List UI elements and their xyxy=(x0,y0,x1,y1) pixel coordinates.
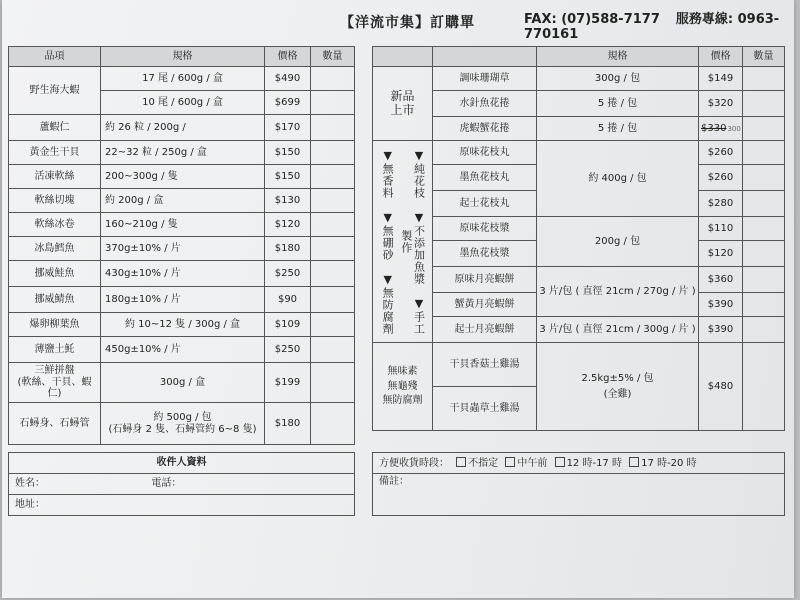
qty-input[interactable] xyxy=(311,189,355,213)
item-price: $120 xyxy=(265,213,311,237)
item-price: $490 xyxy=(265,67,311,91)
new-arrival-line2: 上市 xyxy=(390,102,415,117)
col-header-item xyxy=(433,47,537,67)
item-name: 起士月亮蝦餅 xyxy=(433,317,537,343)
hotline-number: 服務專線: 0963-770161 xyxy=(524,12,780,42)
item-spec: 370g±10% / 片 xyxy=(101,237,265,261)
table-row xyxy=(373,91,785,117)
item-spec-note: (石蟳身 2 隻、石蟳管約 6~8 隻) xyxy=(108,423,257,435)
item-name: 薄鹽土魠 xyxy=(9,337,101,363)
item-price: $699 xyxy=(265,91,311,115)
qty-input[interactable] xyxy=(311,115,355,141)
table-row xyxy=(9,313,355,337)
table-row xyxy=(9,261,355,287)
new-arrival-line1: 新品 xyxy=(390,88,415,103)
item-spec: 180g±10% / 片 xyxy=(101,287,265,313)
item-price: $120 xyxy=(699,241,743,267)
crossed-price: $330 xyxy=(701,122,727,134)
delivery-option-checkbox[interactable] xyxy=(555,457,565,467)
delivery-option-label: 12 時-17 時 xyxy=(566,457,622,469)
table-row xyxy=(373,117,785,141)
item-price: $109 xyxy=(265,313,311,337)
item-spec: 約 10~12 隻 / 300g / 盒 xyxy=(101,313,265,337)
table-row xyxy=(9,213,355,237)
item-spec: 約 26 粒 / 200g / xyxy=(101,115,265,141)
item-price: $260 xyxy=(699,165,743,191)
item-price: $390 xyxy=(699,317,743,343)
item-spec: 5 捲 / 包 xyxy=(537,91,699,117)
item-name: 原味花枝漿 xyxy=(433,217,537,241)
item-spec: 5 捲 / 包 xyxy=(537,117,699,141)
col-header-side xyxy=(373,47,433,67)
item-price: $180 xyxy=(265,403,311,445)
item-name: 軟絲切塊 xyxy=(9,189,101,213)
item-name-line: 三鮮拼盤 xyxy=(34,365,75,377)
item-name: 爆卵柳葉魚 xyxy=(9,313,101,337)
remark-label: 備註： xyxy=(379,476,409,487)
spacer xyxy=(355,453,373,516)
qty-input[interactable] xyxy=(311,313,355,337)
qty-input[interactable] xyxy=(743,267,785,293)
qty-input[interactable] xyxy=(311,287,355,313)
qty-input[interactable] xyxy=(743,165,785,191)
qty-input[interactable] xyxy=(311,237,355,261)
qty-input[interactable] xyxy=(311,67,355,91)
item-spec: 約 400g / 包 xyxy=(537,141,699,217)
item-price: $150 xyxy=(265,165,311,189)
feature-col2: ▼無香料 ▼無硼砂 ▼無防腐劑 xyxy=(381,148,395,335)
item-spec-line: 約 500g / 包 xyxy=(153,412,212,423)
table-row xyxy=(9,403,355,445)
col-header-spec: 規格 xyxy=(101,47,265,67)
table-row xyxy=(373,317,785,343)
item-price: $320 xyxy=(699,91,743,117)
item-name: 原味月亮蝦餅 xyxy=(433,267,537,293)
delivery-option-checkbox[interactable] xyxy=(456,457,466,467)
item-spec: 300g / 包 xyxy=(537,67,699,91)
item-spec: 430g±10% / 片 xyxy=(101,261,265,287)
recipient-title: 收件人資料 xyxy=(9,453,355,474)
item-price: $199 xyxy=(265,363,311,403)
item-spec: 200~300g / 隻 xyxy=(101,165,265,189)
item-spec xyxy=(537,343,699,431)
item-name: 黃金生干貝 xyxy=(9,141,101,165)
item-price: $260 xyxy=(699,141,743,165)
delivery-option-label: 17 時-20 時 xyxy=(641,457,697,469)
form-title: 【洋流市集】訂購單 xyxy=(340,15,475,31)
item-spec-note: (全雞) xyxy=(603,388,632,400)
qty-input[interactable] xyxy=(743,141,785,165)
table-row xyxy=(9,337,355,363)
item-spec: 22~32 粒 / 250g / 盒 xyxy=(101,141,265,165)
item-price: $280 xyxy=(699,191,743,217)
table-row xyxy=(9,287,355,313)
item-name: 挪威鮭魚 xyxy=(9,261,101,287)
delivery-option-label: 中午前 xyxy=(517,457,548,469)
left-product-table xyxy=(8,46,355,445)
item-price: $90 xyxy=(265,287,311,313)
item-name: 干貝香菇土雞湯 xyxy=(433,343,537,387)
item-price: $130 xyxy=(265,189,311,213)
item-name: 蘆蝦仁 xyxy=(9,115,101,141)
additive-line: 無味素 xyxy=(387,366,418,378)
table-row xyxy=(373,67,785,91)
delivery-option-checkbox[interactable] xyxy=(629,457,639,467)
fax-number: FAX: (07)588-7177 xyxy=(524,12,660,27)
item-spec: 約 200g / 盒 xyxy=(101,189,265,213)
right-product-table xyxy=(372,46,785,431)
col-header-qty: 數量 xyxy=(743,47,785,67)
item-price: $180 xyxy=(265,237,311,261)
table-row xyxy=(9,237,355,261)
recipient-info-table xyxy=(8,452,785,516)
item-price: $170 xyxy=(265,115,311,141)
remark-cell[interactable] xyxy=(373,474,785,516)
table-row xyxy=(9,165,355,189)
item-name: 軟絲冰卷 xyxy=(9,213,101,237)
additive-line: 無龜殘 xyxy=(387,380,418,392)
qty-input[interactable] xyxy=(311,213,355,237)
additive-free-label xyxy=(373,343,433,431)
item-price: $110 xyxy=(699,217,743,241)
item-name: 原味花枝丸 xyxy=(433,141,537,165)
new-arrival-label xyxy=(373,67,433,141)
item-price: $250 xyxy=(265,337,311,363)
table-row xyxy=(373,267,785,293)
table-row xyxy=(373,343,785,387)
table-row xyxy=(9,363,355,403)
additive-line: 無防腐劑 xyxy=(382,395,423,407)
delivery-time-label: 方便收貨時段： xyxy=(379,457,449,469)
qty-input[interactable] xyxy=(311,337,355,363)
table-row xyxy=(9,115,355,141)
item-name: 墨魚花枝丸 xyxy=(433,165,537,191)
item-name: 野生海大蝦 xyxy=(9,67,101,115)
handwritten-price: 300 xyxy=(727,124,741,133)
qty-input[interactable] xyxy=(311,165,355,189)
item-name: 起士花枝丸 xyxy=(433,191,537,217)
item-spec: 3 片/包 ( 直徑 21cm / 270g / 片 ) xyxy=(537,267,699,317)
item-spec: 3 片/包 ( 直徑 21cm / 300g / 片 ) xyxy=(537,317,699,343)
name-label: 姓名： xyxy=(15,478,45,490)
table-row xyxy=(373,141,785,165)
item-name: 活凍軟絲 xyxy=(9,165,101,189)
col-header-spec: 規格 xyxy=(537,47,699,67)
contact-info xyxy=(524,8,794,42)
col-header-qty: 數量 xyxy=(311,47,355,67)
item-spec: 200g / 包 xyxy=(537,217,699,267)
name-phone-row xyxy=(9,474,355,495)
address-row[interactable] xyxy=(9,495,355,516)
table-row xyxy=(373,217,785,241)
qty-input[interactable] xyxy=(743,317,785,343)
item-spec: 10 尾 / 600g / 盒 xyxy=(101,91,265,115)
address-label: 地址： xyxy=(15,499,45,511)
table-row xyxy=(9,141,355,165)
item-name-note: (軟絲、干貝、蝦仁) xyxy=(17,376,92,400)
col-header-price: 價格 xyxy=(699,47,743,67)
item-spec: 300g / 盒 xyxy=(101,363,265,403)
table-row xyxy=(9,189,355,213)
item-spec: 17 尾 / 600g / 盒 xyxy=(101,67,265,91)
item-price: $250 xyxy=(265,261,311,287)
qty-input[interactable] xyxy=(743,241,785,267)
item-name: 虎蝦蟹花捲 xyxy=(433,117,537,141)
qty-input[interactable] xyxy=(743,343,785,431)
item-name: 蟹黃月亮蝦餅 xyxy=(433,293,537,317)
item-spec: 450g±10% / 片 xyxy=(101,337,265,363)
qty-input[interactable] xyxy=(311,363,355,403)
order-form-sheet xyxy=(2,0,794,598)
qty-input[interactable] xyxy=(743,117,785,141)
col-header-item: 品項 xyxy=(9,47,101,67)
qty-input[interactable] xyxy=(743,293,785,317)
item-price: $360 xyxy=(699,267,743,293)
delivery-time-row xyxy=(373,453,785,474)
item-name: 墨魚花枝漿 xyxy=(433,241,537,267)
item-price: $480 xyxy=(699,343,743,431)
qty-input[interactable] xyxy=(311,141,355,165)
qty-input[interactable] xyxy=(743,217,785,241)
qty-input[interactable] xyxy=(743,191,785,217)
col-header-price: 價格 xyxy=(265,47,311,67)
item-price: $149 xyxy=(699,67,743,91)
qty-input[interactable] xyxy=(743,91,785,117)
item-price: $390 xyxy=(699,293,743,317)
table-row xyxy=(9,67,355,91)
item-name xyxy=(9,363,101,403)
item-price: $150 xyxy=(265,141,311,165)
phone-label: 電話： xyxy=(151,478,182,490)
item-name: 水針魚花捲 xyxy=(433,91,537,117)
item-spec-line: 2.5kg±5% / 包 xyxy=(581,373,654,384)
delivery-option-checkbox[interactable] xyxy=(505,457,515,467)
qty-input[interactable] xyxy=(311,403,355,445)
qty-input[interactable] xyxy=(743,67,785,91)
qty-input[interactable] xyxy=(311,261,355,287)
delivery-option-label: 不指定 xyxy=(468,457,499,469)
feature-col1: ▼純花枝 ▼不添加魚漿 ▼手工製作 xyxy=(399,148,426,335)
item-spec: 160~210g / 隻 xyxy=(101,213,265,237)
item-name: 調味珊瑚草 xyxy=(433,67,537,91)
item-price xyxy=(699,117,743,141)
item-name: 冰島鱈魚 xyxy=(9,237,101,261)
item-name: 挪威鯖魚 xyxy=(9,287,101,313)
item-name: 石蟳身、石蟳管 xyxy=(9,403,101,445)
item-spec xyxy=(101,403,265,445)
item-name: 干貝蟲草土雞湯 xyxy=(433,387,537,431)
feature-label xyxy=(373,141,433,343)
qty-input[interactable] xyxy=(311,91,355,115)
